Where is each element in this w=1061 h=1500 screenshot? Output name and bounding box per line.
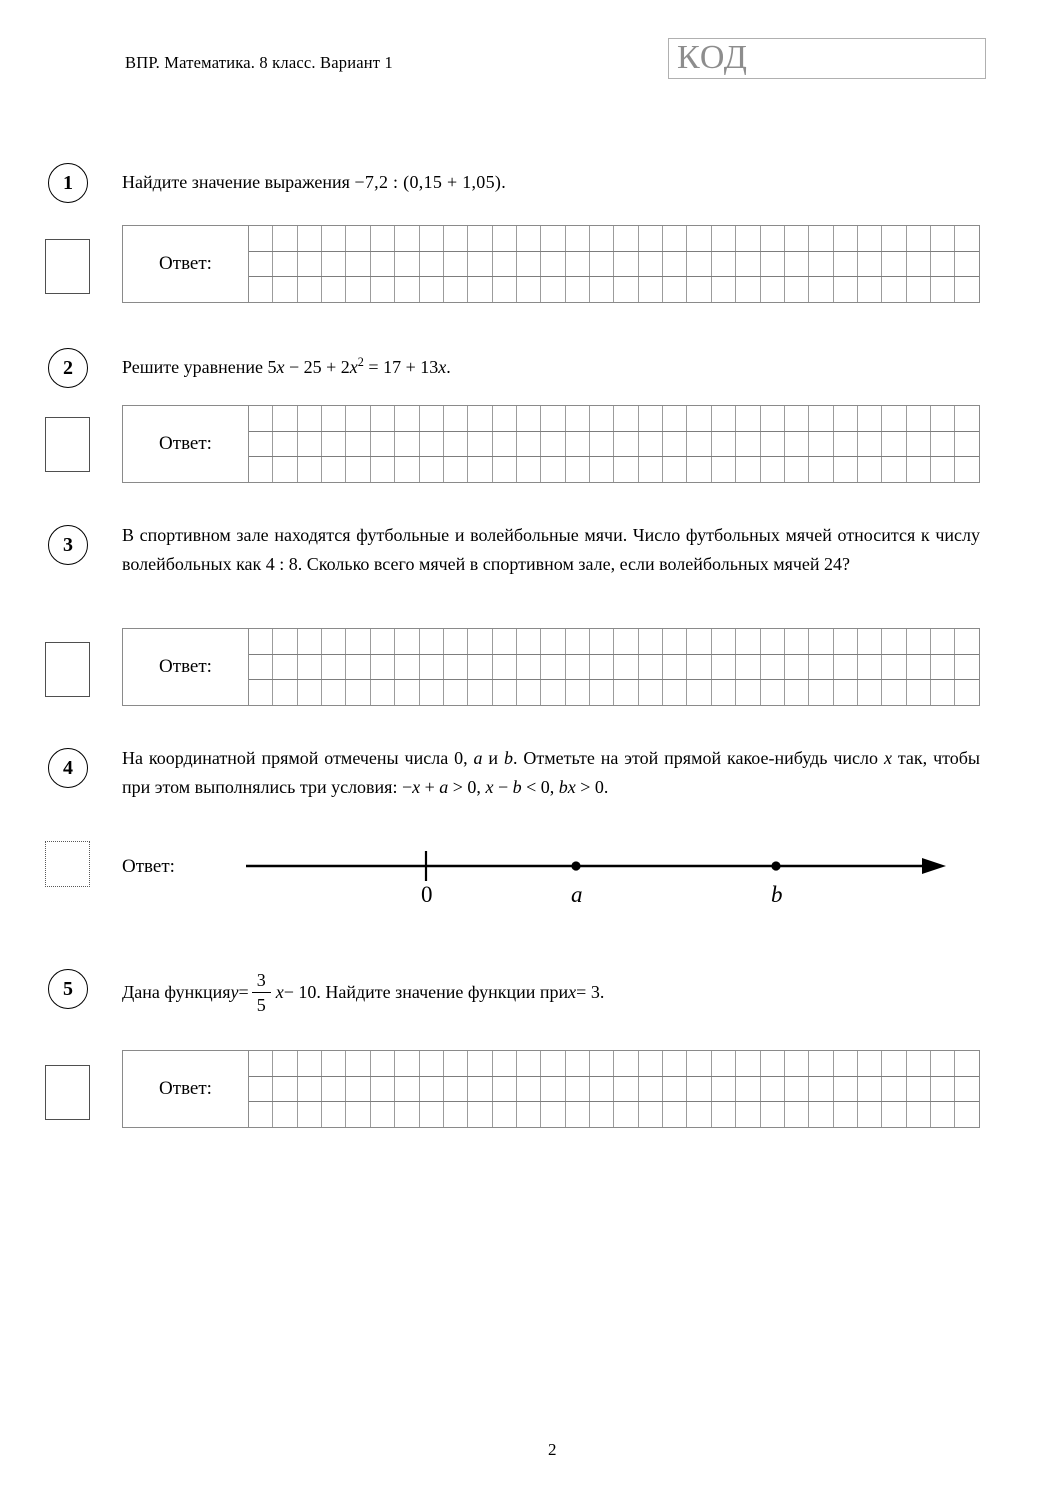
answer-checkbox-5: [45, 1065, 90, 1120]
page-number: 2: [548, 1440, 557, 1459]
answer-checkbox-3: [45, 642, 90, 697]
problem-5-number: 5: [63, 977, 73, 1000]
answer-grid-3: [248, 629, 979, 705]
code-label: КОД: [677, 39, 748, 76]
answer-checkbox-1: [45, 239, 90, 294]
problem-2-number: 2: [63, 356, 73, 379]
problem-5-text: Дана функция y = $\frac{3}{5}$ x − 10. Найдите значение функции при x = 3.: [122, 969, 605, 1015]
header-title: ВПР. Математика. 8 класс. Вариант 1: [125, 53, 393, 72]
problem-5-number-badge: [48, 969, 88, 1009]
problem-3-text: В спортивном зале находятся футбольные и волейбольные мячи. Число футбольных мячей относится к числу волейбольных как 4 : 8. Сколько всего мячей в спортивном зале, если волейбольных мячей 24?: [122, 525, 980, 574]
answer-label-5: Ответ:: [159, 1078, 212, 1099]
answer-box-2: [122, 405, 980, 483]
answer-label-4: Ответ:: [122, 856, 175, 877]
number-line: [236, 838, 956, 908]
answer-box-5: [122, 1050, 980, 1128]
problem-3-number-badge: [48, 525, 88, 565]
problem-1-number: 1: [63, 171, 73, 194]
number-line-label-b: b: [771, 882, 783, 907]
answer-label-2: Ответ:: [159, 433, 212, 454]
number-line-arrow-icon: [922, 858, 946, 874]
problem-4-number: 4: [63, 756, 73, 779]
number-line-label-zero: 0: [421, 882, 433, 907]
answer-label-3: Ответ:: [159, 656, 212, 677]
number-line-point-b: [771, 861, 780, 870]
problem-1-number-badge: [48, 163, 88, 203]
problem-4-number-badge: [48, 748, 88, 788]
answer-checkbox-4: [45, 841, 90, 887]
problem-3-number: 3: [63, 533, 73, 556]
problem-1-text: Найдите значение выражения −7,2 : (0,15 + 1,05).: [122, 172, 506, 192]
number-line-point-a: [571, 861, 580, 870]
number-line-label-a: a: [571, 882, 583, 907]
code-box: [668, 38, 986, 79]
answer-label-1: Ответ:: [159, 253, 212, 274]
answer-grid-2: [248, 406, 979, 482]
answer-box-1: [122, 225, 980, 303]
answer-box-3: [122, 628, 980, 706]
answer-grid-1: [248, 226, 979, 302]
problem-2-text: Решите уравнение $5x - 25 + 2x^2 = 17 + 13x$.: [122, 355, 451, 377]
problem-4-text: На координатной прямой отмечены числа 0, a и b. Отметьте на этой прямой какое-нибудь число x так, чтобы при этом выполнялись три условия: −x + a > 0, x − b < 0, bx > 0.: [122, 748, 980, 797]
answer-checkbox-2: [45, 417, 90, 472]
answer-grid-5: [248, 1051, 979, 1127]
problem-2-number-badge: [48, 348, 88, 388]
